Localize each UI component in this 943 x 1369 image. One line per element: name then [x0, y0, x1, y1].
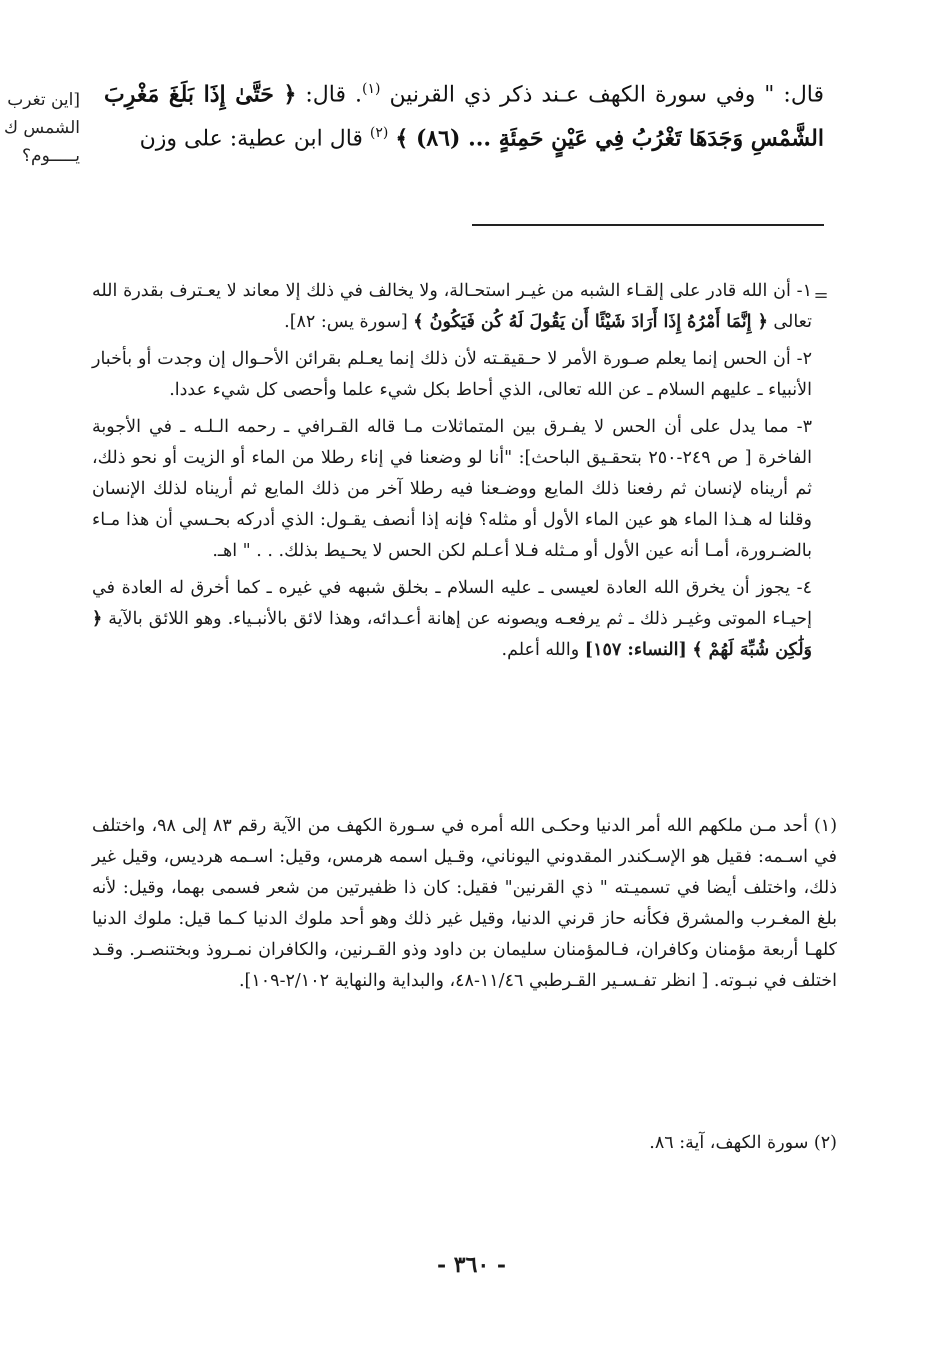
page-number: - ٣٦٠ - — [436, 1252, 507, 1278]
margin-note — [0, 86, 80, 170]
footnote-separator — [472, 224, 824, 226]
footnote-2: (٢) سورة الكهف، آية: ٨٦. — [649, 1133, 837, 1153]
footnote-point-3: ٣- مما يدل على أن الحس لا يفـرق بين المتماثلات مـا قاله القـرافي ـ رحمه الـلـه ـ في الأجوبة الفاخرة [ ص ٢٤٩-٢٥٠ بتحقـيق الباحث]: "أنا لو وضعنا في إناء رطلا من الماء أو الزيت أو نحو ذلك، ثم أريناه لإنسان ثم رفعنا ذلك المايع ووضـعنا فيه رطلا آخر من ذلك المايع ثم أريناه لذلك الإنسان وقلنا له هـذا الماء هو عين الماء الأول أو مثله؟ فإنه إذا أنصف يقـول: الذي أدركه بحـسي أن هذا مـاء بالضـرورة، أمـا أنه عين الأول أو مـثله فـلا أعـلم لكن الحس لا يحـيط بذلك. . . " اهـ. — [92, 417, 812, 561]
margin-note-line: يـــــوم؟ — [22, 146, 80, 166]
verse-reference: [النساء: ١٥٧] — [584, 640, 687, 660]
main-text-part: . قال: — [305, 82, 362, 108]
margin-note-line: الشمس ك — [4, 118, 80, 138]
main-paragraph — [104, 70, 824, 159]
footnote-ref-1: (١) — [361, 81, 381, 97]
main-text-part: قال: " وفي سورة الكهف عـند ذكر ذي القرنين — [389, 82, 825, 108]
footnote-1: (١) أحد مـن ملكهم الله أمر الدنيا وحكـى الله أمره في سـورة الكهف من الآية رقم ٨٣ إلى ٩٨، واختلف في اسـمه: فقيل هو الإسـكندر المقدوني اليوناني، وقـيل اسمه هرمس، وقيل: اسـمه هرديس، وقيل غير ذلك، واختلف أيضا في تسميـته " ذي القرنين" فقيل: كان ذا ظفيرتين من شعر فسمى بهما، وقيل: لأنه بلغ المغـرب والمشرق فكأنه حاز قرني الدنيا، وقيل غير ذلك وهو أحد ملوك الدنيا كـما قيل: ملوك الدنيا كلهـا أربعة مؤمنان وكافران، فـالمؤمنان سليمان بن داود وذو القـرنين، والكافران نمـروذ وبختنصـر. وقـد اختلف في نبـوته. [ انظر تفـسـير القـرطبي ١١/٤٦-٤٨، والبداية والنهاية ٢/١٠٢-١٠٩]. — [92, 816, 838, 991]
continuation-mark: = — [813, 285, 829, 306]
quran-verse: ﴿ وَلَٰكِن شُبِّهَ لَهُمْ ﴾ — [92, 609, 812, 660]
point-text: ٤- يجوز أن يخرق الله العادة لعيسى ـ عليه السلام ـ بخلق شبهه في غيره ـ كما أخرق له العادة في إحيـاء الموتى وغيـر ذلك ـ ثم يرفعـه ويصونه عن إهانة أعـدائه، وهذا لائق بالأنبـياء. وهو اللائق بالآية — [92, 578, 812, 629]
verse-reference: [سورة يس: ٨٢]. — [284, 312, 408, 332]
quran-verse: ﴿ إِنَّمَا أَمْرُهُ إِذَا أَرَادَ شَيْئًا أَن يَقُولَ لَهُ كُن فَيَكُونُ ﴾ — [413, 312, 768, 332]
footnote-continuation — [92, 276, 812, 672]
main-text-part: قال ابن عطية: على وزن — [139, 126, 363, 152]
footnote-point-2: ٢- أن الحس إنما يعلم صـورة الأمر لا حـقيقـته لأن ذلك إنما يعـلم بقرائن الأحـوال إن وجدت أو بأخبار الأنبياء ـ عليهم السلام ـ عن الله تعالى، الذي أحاط بكل شيء علما وأحصى كل شيء عددا. — [92, 349, 812, 400]
quran-verse: ﴿ حَتَّىٰ إِذَا بَلَغَ مَغْرِبَ الشَّمْسِ وَجَدَهَا تَغْرُبُ فِي عَيْنٍ حَمِئَةٍ ... (٨٦) ﴾ — [104, 81, 824, 152]
margin-note-line: [اين تغرب — [7, 90, 80, 110]
point-text: والله أعلم. — [501, 640, 580, 660]
point-text: ١- أن الله قادر على إلقـاء الشبه من غيـر استحـالة، ولا يخالف في ذلك إلا معاند لا يعـترف بقدرة الله تعالى — [92, 281, 812, 332]
footnote-point-1 — [92, 276, 812, 338]
footnote-ref-2: (٢) — [369, 125, 389, 142]
footnote-point-4 — [92, 573, 812, 666]
